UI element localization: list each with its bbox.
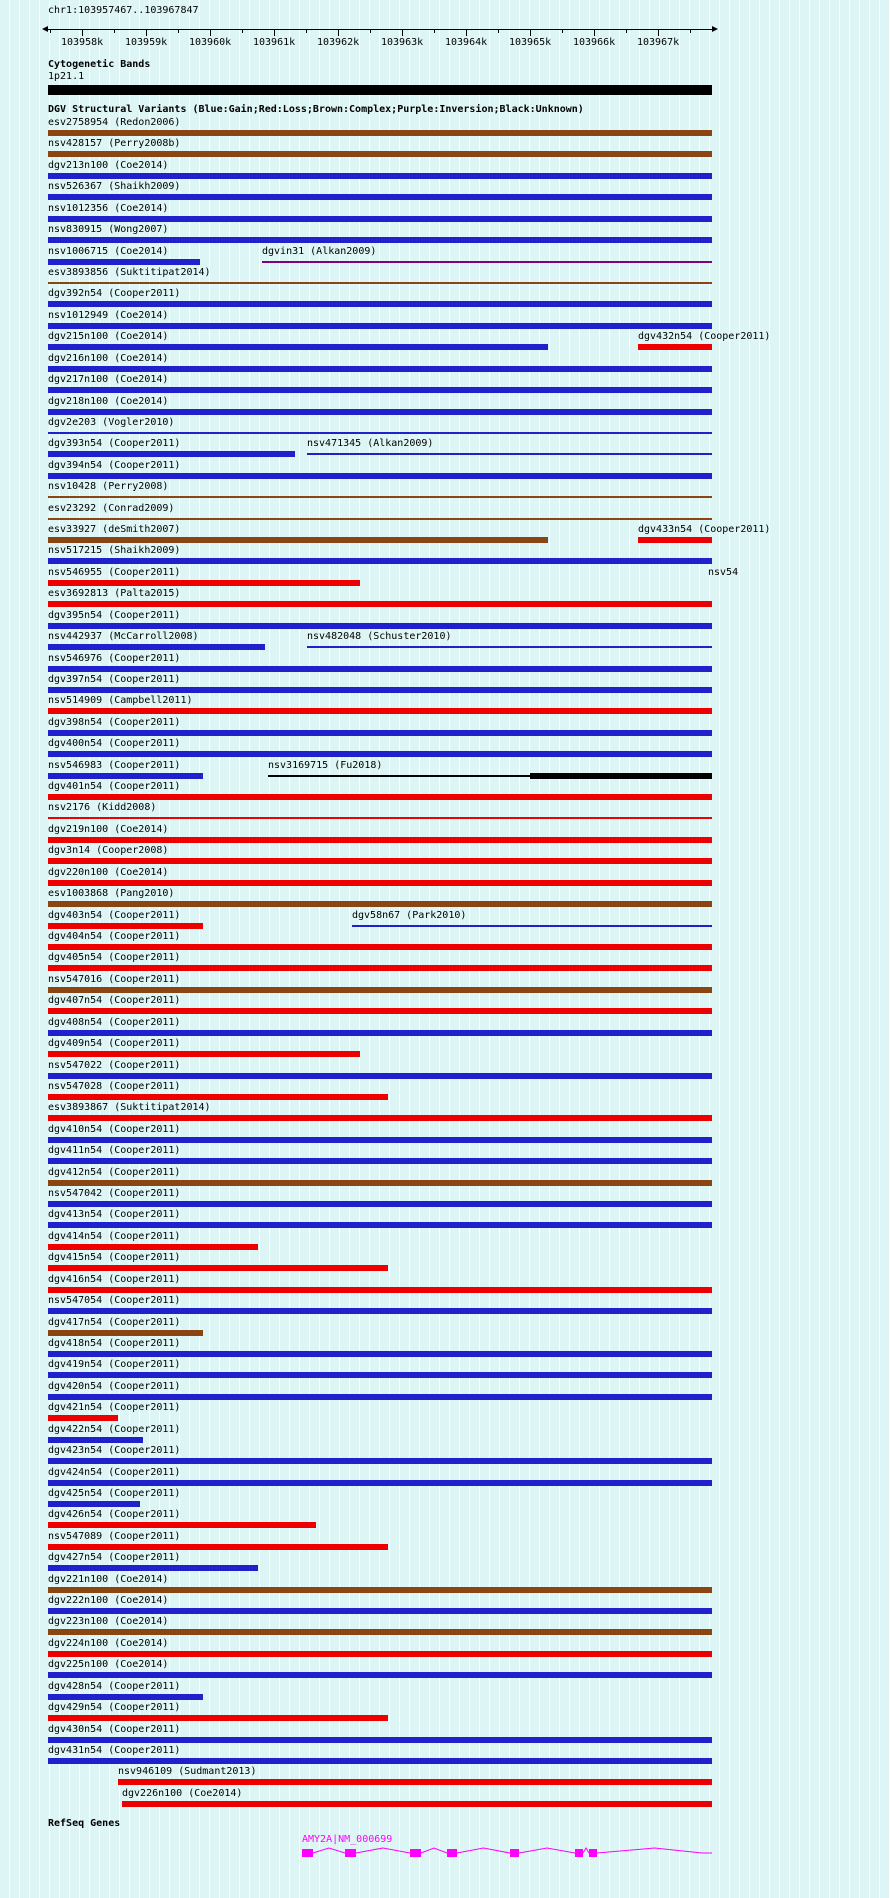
variant-label[interactable]: dgv426n54 (Cooper2011) xyxy=(48,1509,181,1521)
variant-label[interactable]: nsv54 xyxy=(708,566,739,578)
variant-label[interactable]: dgv416n54 (Cooper2011) xyxy=(48,1273,181,1285)
variant-label[interactable]: dgv219n100 (Coe2014) xyxy=(48,823,169,835)
variant-label[interactable]: dgv430n54 (Cooper2011) xyxy=(48,1723,181,1735)
variant-label[interactable]: dgv216n100 (Coe2014) xyxy=(48,352,169,364)
ruler-tick-label: 103967k xyxy=(637,37,680,48)
ruler-tick-label: 103962k xyxy=(317,37,360,48)
variant-label[interactable]: nsv546983 (Cooper2011) xyxy=(48,759,181,771)
variant-label[interactable]: dgv421n54 (Cooper2011) xyxy=(48,1402,181,1414)
gene-intron-connector xyxy=(0,1840,890,1866)
variant-label[interactable]: dgv217n100 (Coe2014) xyxy=(48,374,169,385)
variant-label[interactable]: dgv423n54 (Cooper2011) xyxy=(48,1445,181,1456)
track-title-refseq: RefSeq Genes xyxy=(48,1818,121,1829)
variant-label[interactable]: dgv425n54 (Cooper2011) xyxy=(48,1487,181,1499)
ruler-tick-label: 103960k xyxy=(189,37,232,48)
variant-label[interactable]: dgv58n67 (Park2010) xyxy=(352,909,467,921)
variant-label[interactable]: dgv220n100 (Coe2014) xyxy=(48,866,169,878)
variant-label[interactable]: esv33927 (deSmith2007) xyxy=(48,524,181,535)
variant-label[interactable]: dgv215n100 (Coe2014) xyxy=(48,331,169,343)
variant-label[interactable]: nsv442937 (McCarroll2008) xyxy=(48,631,199,643)
cytoband-label: 1p21.1 xyxy=(48,71,85,82)
variant-label[interactable]: nsv2176 (Kidd2008) xyxy=(48,802,157,814)
variant-label[interactable]: dgv392n54 (Cooper2011) xyxy=(48,288,181,300)
variant-label[interactable]: nsv10428 (Perry2008) xyxy=(48,481,169,493)
variant-label[interactable]: esv3692813 (Palta2015) xyxy=(48,588,181,600)
variant-label[interactable]: dgv414n54 (Cooper2011) xyxy=(48,1230,181,1242)
variant-label[interactable]: nsv471345 (Alkan2009) xyxy=(307,438,434,450)
gene-exon[interactable] xyxy=(345,1849,356,1857)
track-title-cytobands: Cytogenetic Bands xyxy=(48,59,151,70)
variant-label[interactable]: nsv514909 (Campbell2011) xyxy=(48,695,193,707)
variant-label[interactable]: dgv225n100 (Coe2014) xyxy=(48,1659,169,1671)
variant-label[interactable]: dgv431n54 (Cooper2011) xyxy=(48,1744,181,1756)
variant-label[interactable]: dgv400n54 (Cooper2011) xyxy=(48,738,181,750)
variant-label[interactable]: dgv398n54 (Cooper2011) xyxy=(48,716,181,728)
variant-label[interactable]: dgv224n100 (Coe2014) xyxy=(48,1637,169,1649)
variant-label[interactable]: dgv432n54 (Cooper2011) xyxy=(638,331,771,343)
variant-label[interactable]: esv23292 (Conrad2009) xyxy=(48,502,175,514)
variant-label[interactable]: nsv547089 (Cooper2011) xyxy=(48,1530,181,1542)
variant-label[interactable]: nsv547028 (Cooper2011) xyxy=(48,1080,181,1092)
track-title-dgv: DGV Structural Variants (Blue:Gain;Red:Loss;Brown:Complex;Purple:Inversion;Black:Unknown) xyxy=(48,104,584,115)
region-label: chr1:103957467..103967847 xyxy=(48,5,199,16)
variant-label[interactable]: dgv422n54 (Cooper2011) xyxy=(48,1423,181,1435)
ruler-tick-label: 103966k xyxy=(573,37,616,48)
gene-exon[interactable] xyxy=(302,1849,313,1857)
variant-label[interactable]: nsv482048 (Schuster2010) xyxy=(307,631,452,643)
variant-label[interactable]: dgv395n54 (Cooper2011) xyxy=(48,609,181,621)
variant-label[interactable]: dgv417n54 (Cooper2011) xyxy=(48,1316,181,1328)
variant-label[interactable]: nsv517215 (Shaikh2009) xyxy=(48,545,181,557)
variant-label[interactable]: dgv218n100 (Coe2014) xyxy=(48,395,169,407)
ruler-tick-label: 103964k xyxy=(445,37,488,48)
variant-label[interactable]: nsv526367 (Shaikh2009) xyxy=(48,181,181,193)
variant-label[interactable]: dgv433n54 (Cooper2011) xyxy=(638,524,771,535)
variant-label[interactable]: dgvin31 (Alkan2009) xyxy=(262,245,377,257)
variant-label[interactable]: dgv415n54 (Cooper2011) xyxy=(48,1252,181,1264)
variant-label[interactable]: dgv413n54 (Cooper2011) xyxy=(48,1209,181,1221)
variant-label[interactable]: nsv1012356 (Coe2014) xyxy=(48,202,169,214)
variant-label[interactable]: esv3893867 (Suktitipat2014) xyxy=(48,1102,211,1114)
variant-label[interactable]: dgv404n54 (Cooper2011) xyxy=(48,931,181,942)
variant-label[interactable]: dgv412n54 (Cooper2011) xyxy=(48,1166,181,1178)
variant-label[interactable]: dgv222n100 (Coe2014) xyxy=(48,1595,169,1606)
variant-label[interactable]: dgv410n54 (Cooper2011) xyxy=(48,1123,181,1135)
variant-label[interactable]: dgv394n54 (Cooper2011) xyxy=(48,459,181,471)
variant-label[interactable]: dgv419n54 (Cooper2011) xyxy=(48,1359,181,1371)
variant-label[interactable]: dgv403n54 (Cooper2011) xyxy=(48,909,181,921)
gene-exon[interactable] xyxy=(447,1849,457,1857)
variant-label[interactable]: nsv547054 (Cooper2011) xyxy=(48,1295,181,1307)
gene-exon[interactable] xyxy=(589,1849,597,1857)
variant-label[interactable]: dgv393n54 (Cooper2011) xyxy=(48,438,181,450)
variant-label[interactable]: esv1003868 (Pang2010) xyxy=(48,888,175,900)
variant-label[interactable]: nsv547042 (Cooper2011) xyxy=(48,1188,181,1199)
variant-label[interactable]: dgv428n54 (Cooper2011) xyxy=(48,1680,181,1692)
variant-label[interactable]: dgv2e203 (Vogler2010) xyxy=(48,416,175,428)
variant-label[interactable]: dgv401n54 (Cooper2011) xyxy=(48,781,181,792)
ruler-tick-label: 103958k xyxy=(61,37,104,48)
variant-label[interactable]: nsv428157 (Perry2008b) xyxy=(48,138,181,150)
variant-label[interactable]: dgv3n14 (Cooper2008) xyxy=(48,845,169,857)
gene-exon[interactable] xyxy=(510,1849,519,1857)
variant-label[interactable]: nsv1012949 (Coe2014) xyxy=(48,309,169,321)
variant-label[interactable]: nsv547016 (Cooper2011) xyxy=(48,973,181,985)
variant-label[interactable]: dgv409n54 (Cooper2011) xyxy=(48,1038,181,1050)
variant-label[interactable]: nsv546955 (Cooper2011) xyxy=(48,566,181,578)
variant-label[interactable]: esv3893856 (Suktitipat2014) xyxy=(48,266,211,278)
variant-label[interactable]: dgv397n54 (Cooper2011) xyxy=(48,673,181,685)
variant-label[interactable]: dgv408n54 (Cooper2011) xyxy=(48,1016,181,1028)
variant-label[interactable]: esv2758954 (Redon2006) xyxy=(48,117,181,128)
variant-label[interactable]: dgv213n100 (Coe2014) xyxy=(48,159,169,171)
variant-label[interactable]: dgv411n54 (Cooper2011) xyxy=(48,1145,181,1157)
gene-exon[interactable] xyxy=(575,1849,583,1857)
variant-label[interactable]: dgv405n54 (Cooper2011) xyxy=(48,952,181,964)
gene-label[interactable]: AMY2A|NM_000699 xyxy=(302,1834,393,1845)
variant-label[interactable]: dgv226n100 (Coe2014) xyxy=(122,1787,243,1799)
variant-label[interactable]: dgv420n54 (Cooper2011) xyxy=(48,1380,181,1392)
variant-label[interactable]: nsv830915 (Wong2007) xyxy=(48,224,169,236)
ruler-tick-label: 103963k xyxy=(381,37,424,48)
variant-label[interactable]: nsv946109 (Sudmant2013) xyxy=(118,1766,257,1778)
variant-label[interactable]: dgv424n54 (Cooper2011) xyxy=(48,1466,181,1478)
variant-label[interactable]: dgv223n100 (Coe2014) xyxy=(48,1616,169,1628)
variant-label[interactable]: dgv221n100 (Coe2014) xyxy=(48,1573,169,1585)
variant-label[interactable]: dgv429n54 (Cooper2011) xyxy=(48,1702,181,1714)
variant-label[interactable]: nsv546976 (Cooper2011) xyxy=(48,652,181,664)
ruler-tick-label: 103965k xyxy=(509,37,552,48)
variant-label[interactable]: dgv418n54 (Cooper2011) xyxy=(48,1337,181,1349)
ruler-tick-label: 103959k xyxy=(125,37,168,48)
gene-exon[interactable] xyxy=(410,1849,421,1857)
variant-label[interactable]: nsv3169715 (Fu2018) xyxy=(268,759,383,771)
variant-label[interactable]: dgv407n54 (Cooper2011) xyxy=(48,995,181,1007)
variant-label[interactable]: dgv427n54 (Cooper2011) xyxy=(48,1552,181,1564)
variant-label[interactable]: nsv1006715 (Coe2014) xyxy=(48,245,169,257)
variant-label[interactable]: nsv547022 (Cooper2011) xyxy=(48,1059,181,1071)
ruler-tick-label: 103961k xyxy=(253,37,296,48)
